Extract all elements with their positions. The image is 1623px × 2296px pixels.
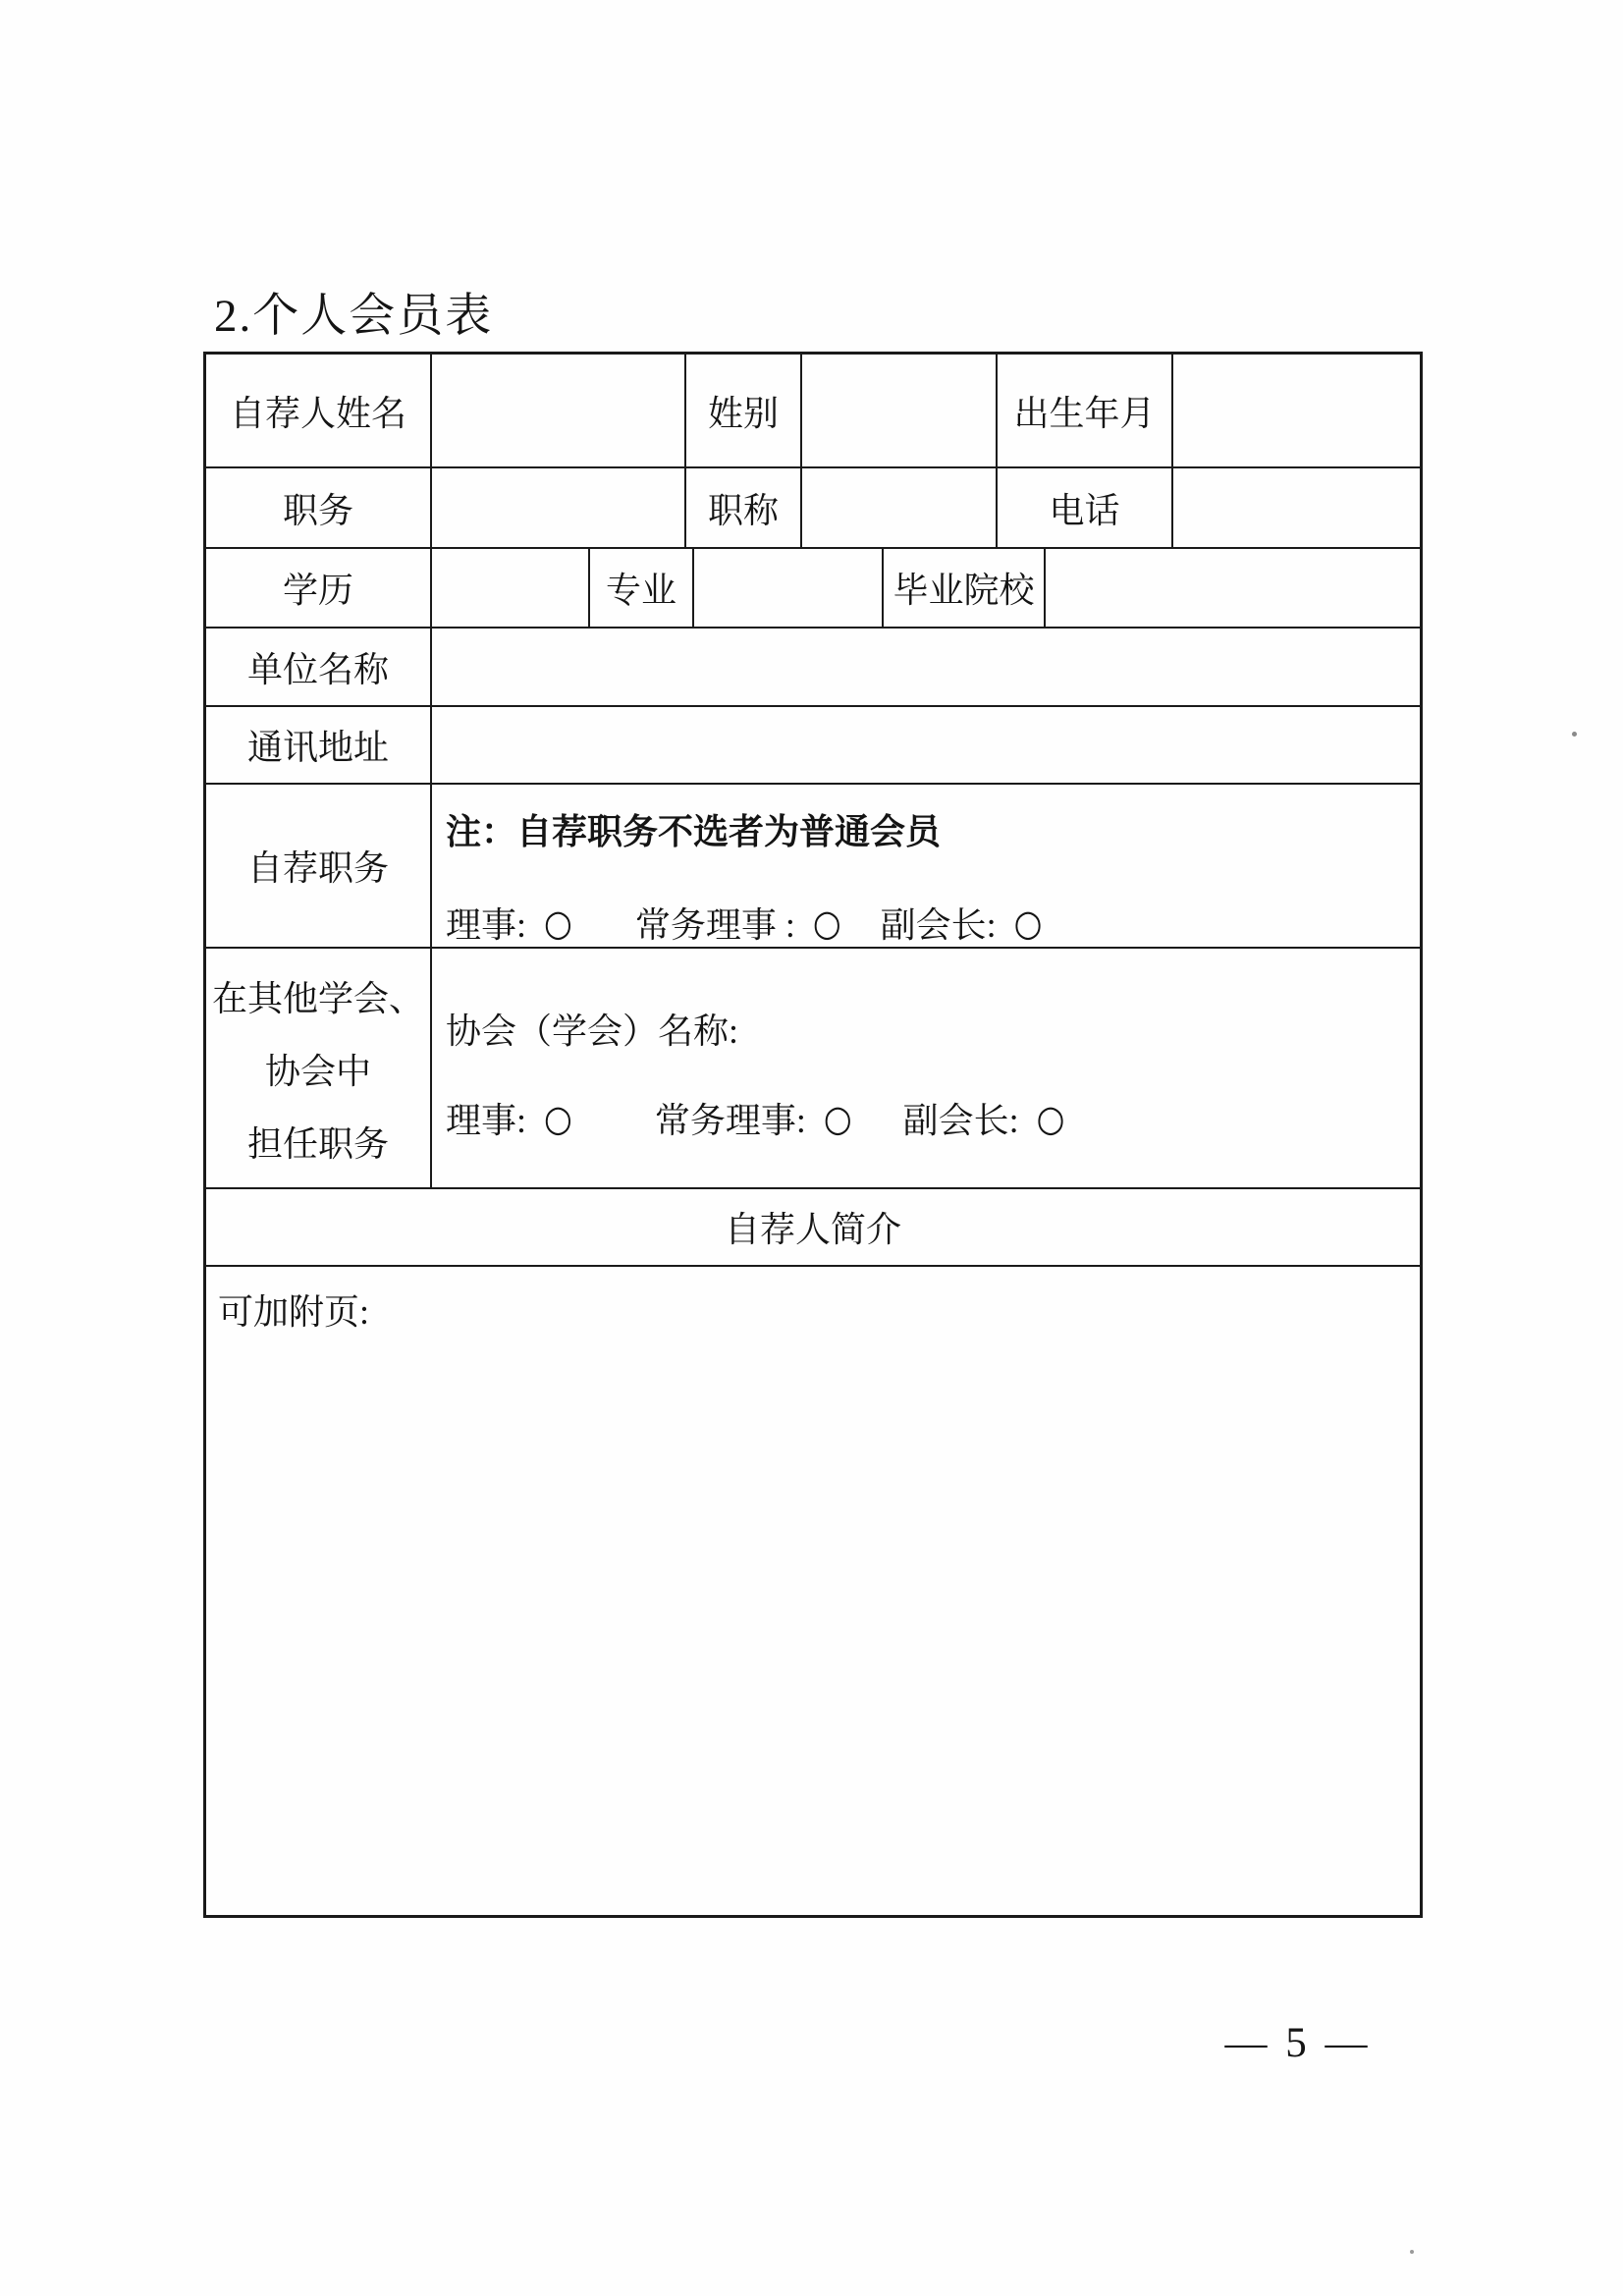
field-input-gender [802,355,998,466]
option-circle-icon: ○ [812,901,841,945]
field-label-major: 专业 [590,549,694,627]
table-row [206,949,1420,1189]
option-circle-icon: ○ [1013,901,1043,945]
ordinary-member-note: 注：自荐职务不选者为普通会员 [446,812,942,851]
option-director: 理事: ○ [446,1096,572,1140]
field-label-birth-date: 出生年月 [998,355,1173,466]
option-vice-president: 副会长: ○ [902,1096,1065,1140]
field-input-birth-date [1173,355,1420,466]
field-label-applicant-name: 自荐人姓名 [206,355,432,466]
other-society-positions-cell [432,949,1420,1187]
attach-pages-note: 可加附页: [218,1292,370,1332]
position-options-line [446,898,1042,948]
position-options-line [446,1093,1064,1143]
option-executive-director: 常务理事 : ○ [634,901,841,945]
table-row [206,1267,1420,1915]
field-label-organization: 单位名称 [206,629,432,705]
table-row [206,355,1420,468]
field-input-professional-title [802,468,998,547]
applicant-profile-body [206,1267,1420,1915]
table-row [206,549,1420,629]
field-input-mailing-address [432,707,1420,783]
table-row [206,707,1420,785]
field-label-gender: 姓别 [686,355,802,466]
page-number: — 5 — [1224,2020,1372,2066]
field-label-self-recommended-position: 自荐职务 [206,785,432,947]
field-input-phone [1173,468,1420,547]
option-director: 理事: ○ [446,901,572,945]
table-row [206,785,1420,949]
scan-speck [1572,732,1577,737]
field-input-graduation-school [1046,549,1420,627]
option-circle-icon: ○ [544,1096,572,1140]
field-label-other-society-positions: 在其他学会、 协会中 担任职务 [206,949,432,1187]
option-circle-icon: ○ [1036,1096,1065,1140]
field-label-education: 学历 [206,549,432,627]
option-circle-icon: ○ [544,901,572,945]
field-label-graduation-school: 毕业院校 [884,549,1046,627]
field-input-education [432,549,590,627]
scan-speck [1410,2250,1414,2254]
self-recommended-position-options-cell [432,785,1420,947]
table-row [206,468,1420,549]
field-input-applicant-name [432,355,686,466]
field-input-major [694,549,884,627]
field-input-organization [432,629,1420,705]
option-circle-icon: ○ [823,1096,852,1140]
option-executive-director: 常务理事: ○ [654,1096,852,1140]
field-input-position [432,468,686,547]
field-label-phone: 电话 [998,468,1173,547]
applicant-profile-header: 自荐人简介 [724,1210,901,1249]
association-name-label: 协会（学会）名称: [446,1011,739,1051]
field-label-mailing-address: 通讯地址 [206,707,432,783]
table-row [206,629,1420,707]
member-form-table [203,352,1423,1918]
option-vice-president: 副会长: ○ [880,901,1043,945]
table-row [206,1189,1420,1267]
field-label-professional-title: 职称 [686,468,802,547]
field-label-position: 职务 [206,468,432,547]
page-title: 2.个人会员表 [214,291,494,342]
